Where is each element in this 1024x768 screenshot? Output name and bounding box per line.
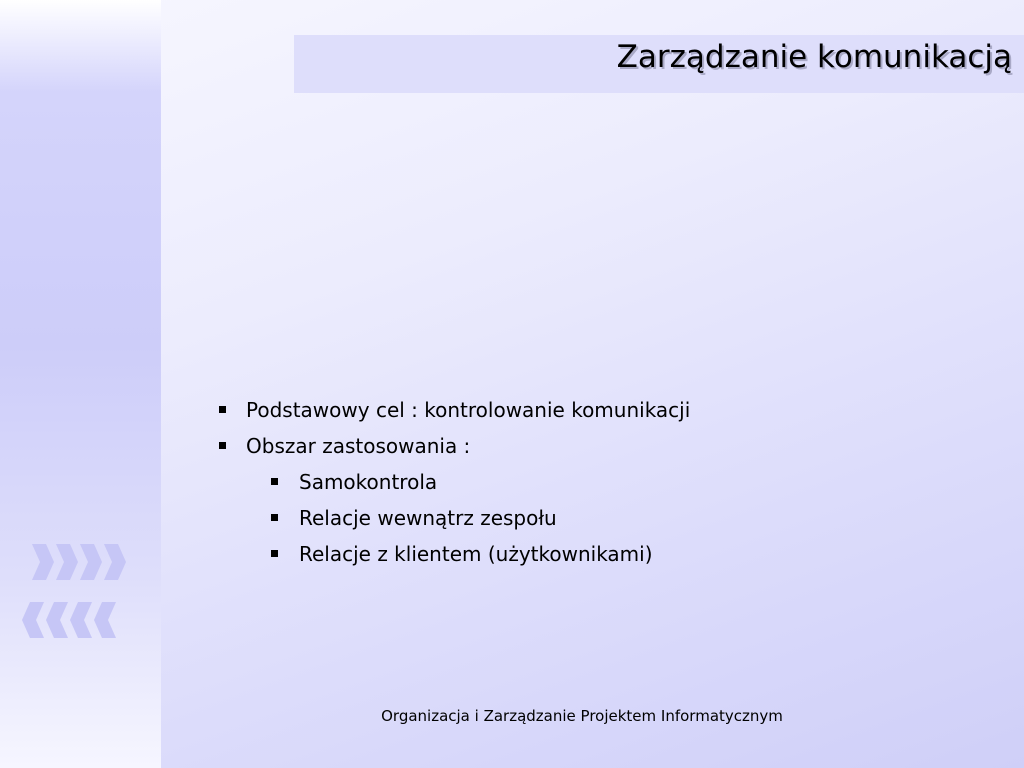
slide-footer: Organizacja i Zarządzanie Projektem Informatycznym: [381, 707, 783, 725]
list-item-text: Podstawowy cel : kontrolowanie komunikacji: [246, 398, 691, 422]
sub-list-item-text: Relacje wewnątrz zespołu: [299, 506, 557, 530]
slide-title: Zarządzanie komunikacją: [616, 39, 1012, 75]
title-band: [294, 35, 1024, 93]
sub-list-item: [215, 503, 690, 539]
bullet-marker-icon: [271, 478, 278, 485]
sub-list-item-text: Samokontrola: [299, 470, 438, 494]
bullet-marker-icon: [271, 550, 278, 557]
chevron-left-icon: [22, 602, 116, 638]
chevron-right-icon: [32, 544, 126, 580]
list-item: [215, 395, 690, 431]
sub-list-item: [215, 467, 690, 503]
bullet-marker-icon: [219, 442, 226, 449]
chevron-decoration: [22, 544, 132, 640]
bullet-list: [215, 395, 690, 575]
left-decorative-strip: [0, 0, 161, 768]
sub-list-item: [215, 539, 690, 575]
bullet-marker-icon: [219, 406, 226, 413]
list-item: [215, 431, 690, 467]
bullet-marker-icon: [271, 514, 278, 521]
list-item-text: Obszar zastosowania :: [246, 434, 471, 458]
sub-list-item-text: Relacje z klientem (użytkownikami): [299, 542, 653, 566]
